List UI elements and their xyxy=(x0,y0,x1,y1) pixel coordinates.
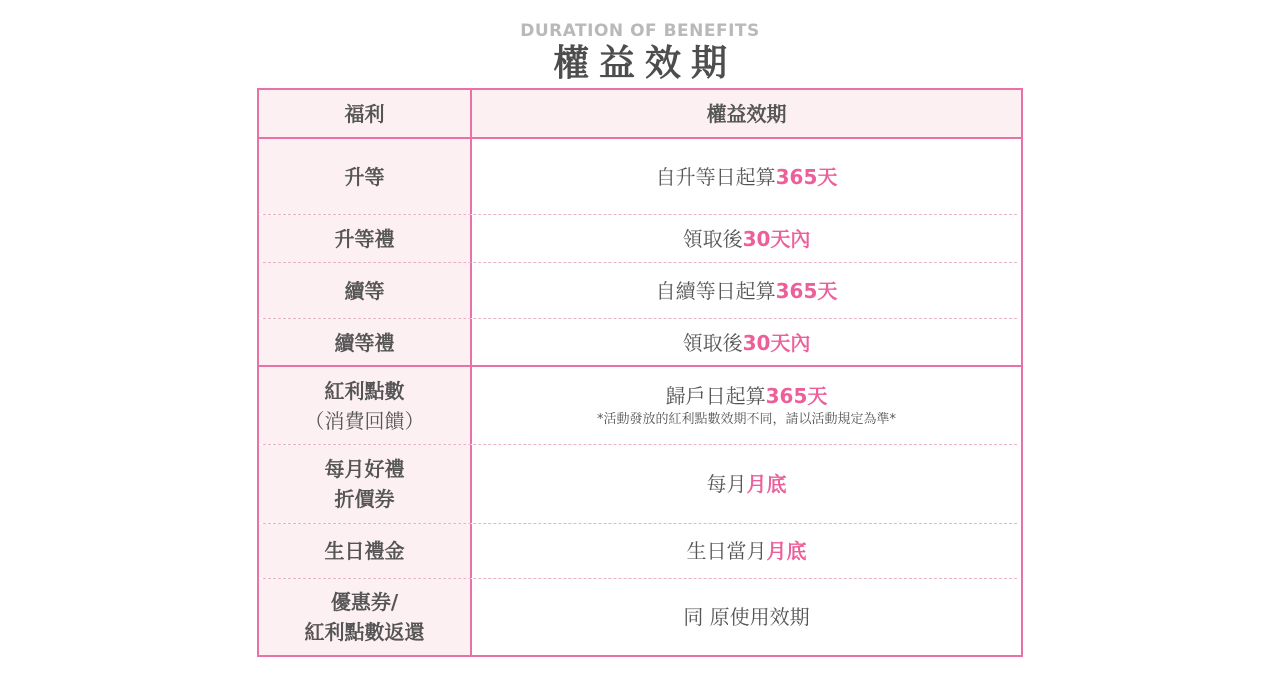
benefits-duration-table xyxy=(257,88,1023,657)
duration-value xyxy=(472,579,1021,655)
column-header-duration: 權益效期 xyxy=(472,90,1021,137)
benefit-label-line2: 折價券 xyxy=(334,487,395,511)
duration-highlight: 30天內 xyxy=(742,330,811,355)
benefit-label xyxy=(259,579,472,655)
table-row xyxy=(259,263,1021,318)
page-subtitle: DURATION OF BENEFITS xyxy=(520,21,760,41)
duration-highlight: 365天 xyxy=(765,383,828,408)
benefit-label: 續等 xyxy=(259,263,472,318)
duration-text: 領取後 xyxy=(682,227,743,251)
benefit-label: 生日禮金 xyxy=(259,524,472,578)
duration-text: 歸戶日起算 xyxy=(665,383,766,408)
page-header xyxy=(0,20,1280,86)
duration-value xyxy=(472,319,1021,366)
benefit-label-line2: 紅利點數返還 xyxy=(304,620,425,644)
duration-text: 領取後 xyxy=(682,330,743,355)
benefit-label: 續等禮 xyxy=(259,319,472,366)
duration-value xyxy=(472,215,1021,263)
benefit-label-line1: 紅利點數 xyxy=(324,378,405,403)
table-row xyxy=(259,319,1021,366)
duration-text: 同 原使用效期 xyxy=(683,605,810,629)
table-row xyxy=(259,524,1021,578)
page-title: 權益效期 xyxy=(552,43,737,84)
benefit-label: 升等禮 xyxy=(259,215,472,263)
benefit-label: 升等 xyxy=(259,139,472,214)
duration-text: 自升等日起算 xyxy=(655,164,776,189)
duration-highlight: 365天 xyxy=(775,278,838,303)
table-header-row xyxy=(259,90,1021,137)
table-row xyxy=(259,445,1021,523)
duration-text: 生日當月 xyxy=(686,539,767,563)
duration-highlight: 30天內 xyxy=(742,227,811,251)
duration-value xyxy=(472,524,1021,578)
duration-value xyxy=(472,139,1021,214)
duration-text: 每月 xyxy=(706,472,747,496)
duration-value xyxy=(472,445,1021,523)
benefit-label-line1: 優惠券/ xyxy=(330,590,399,614)
duration-highlight: 月底 xyxy=(746,472,787,496)
table-row xyxy=(259,215,1021,263)
table-row xyxy=(259,367,1021,444)
table-row xyxy=(259,139,1021,214)
benefit-label xyxy=(259,445,472,523)
table-row xyxy=(259,579,1021,655)
benefit-label-line1: 每月好禮 xyxy=(324,457,405,481)
duration-highlight: 365天 xyxy=(775,164,838,189)
duration-highlight: 月底 xyxy=(766,539,807,563)
duration-note: *活動發放的紅利點數效期不同，請以活動規定為準* xyxy=(596,411,896,427)
column-header-benefit: 福利 xyxy=(259,90,472,137)
duration-value xyxy=(472,367,1021,444)
duration-value xyxy=(472,263,1021,318)
duration-text: 自續等日起算 xyxy=(655,278,776,303)
benefit-label xyxy=(259,367,472,444)
benefit-label-line2: （消費回饋） xyxy=(304,408,425,433)
